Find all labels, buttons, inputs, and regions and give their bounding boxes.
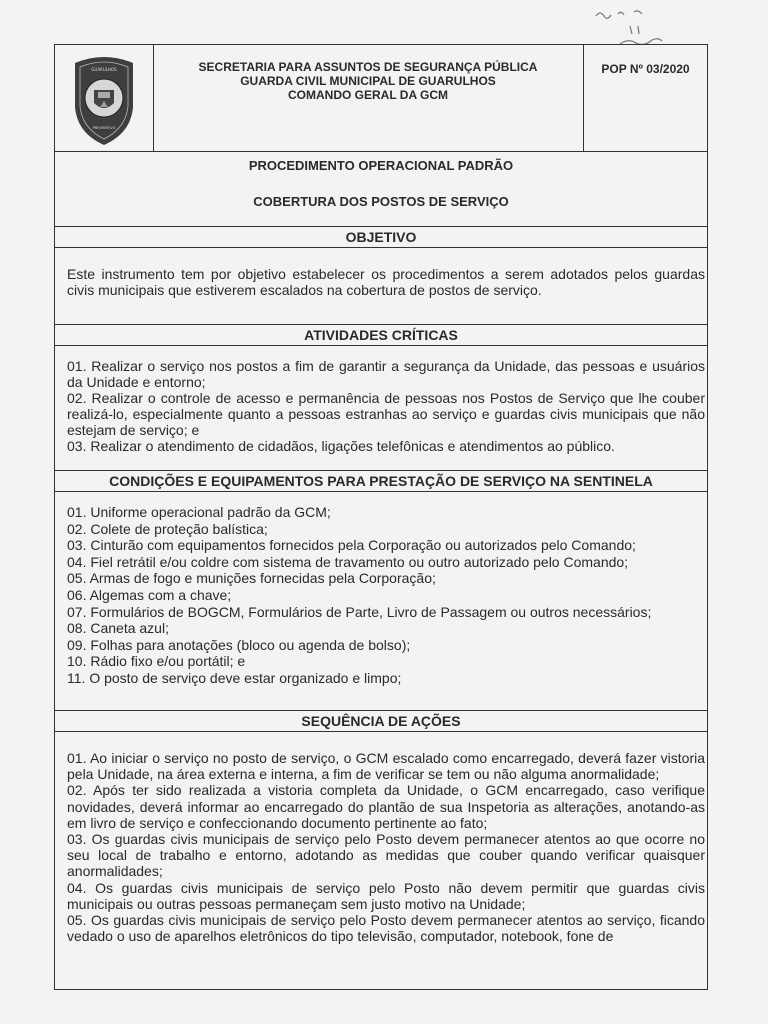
document-header [55, 45, 707, 152]
list-item: 10. Rádio fixo e/ou portátil; e [67, 653, 246, 670]
objetivo-text: Este instrumento tem por objetivo estabelecer os procedimentos a serem adotados pelos guardas civis municipais que estiverem escalados na cobertura de postos de serviço. [67, 266, 705, 298]
list-item: 05. Os guardas civis municipais de serviço pelo Posto devem permanecer atentos ao serviço, ficando vedado o uso de aparelhos eletrônicos do tipo televisão, computador, notebook, fone de [67, 912, 705, 945]
list-item: 02. Colete de proteção balística; [67, 520, 268, 537]
list-item: 08. Caneta azul; [67, 620, 169, 637]
objetivo-heading: OBJETIVO [55, 227, 707, 248]
atividades-section [55, 346, 707, 471]
document-page [54, 44, 708, 990]
objetivo-section [55, 248, 707, 325]
sequencia-heading: SEQUÊNCIA DE AÇÕES [55, 711, 707, 732]
list-item: 01. Uniforme operacional padrão da GCM; [67, 504, 331, 520]
svg-text:PREVENTIVO: PREVENTIVO [92, 126, 116, 130]
logo-cell [55, 45, 154, 151]
header-line-1: SECRETARIA PARA ASSUNTOS DE SEGURANÇA PÚBLICA [198, 60, 538, 74]
list-item: 02. Realizar o controle de acesso e permanência de pessoas nos Postos de Serviço que lhe couber realizá-lo, especialmente quanto a pessoas estranhas ao serviço e guardas civis municipais que não estejam de serviço; e [67, 390, 705, 438]
condicoes-heading: CONDIÇÕES E EQUIPAMENTOS PARA PRESTAÇÃO DE SERVIÇO NA SENTINELA [55, 471, 707, 492]
list-item: 02. Após ter sido realizada a vistoria completa da Unidade, o GCM encarregado, caso verifique novidades, deverá informar ao encarregado do plantão de sua Inspetoria as alterações, anotando-as em livro de serviço e confeccionando documento pertinente ao fato; [67, 782, 705, 831]
list-item: 07. Formulários de BOGCM, Formulários de Parte, Livro de Passagem ou outros necessários; [67, 603, 652, 620]
title-block [55, 152, 707, 227]
header-line-2: GUARDA CIVIL MUNICIPAL DE GUARULHOS [240, 74, 496, 88]
header-line-3: COMANDO GERAL DA GCM [288, 88, 448, 102]
sequencia-section [55, 732, 707, 944]
list-item: 03. Cinturão com equipamentos fornecidos pela Corporação ou autorizados pelo Comando; [67, 537, 636, 554]
list-item: 09. Folhas para anotações (bloco ou agenda de bolso); [67, 636, 411, 653]
list-item: 04. Os guardas civis municipais de serviço pelo Posto não devem permitir que guardas civis municipais ou outras pessoas permaneçam sem justo motivo na Unidade; [67, 879, 705, 912]
list-item: 11. O posto de serviço deve estar organizado e limpo; [67, 669, 402, 686]
list-item: 03. Realizar o atendimento de cidadãos, ligações telefônicas e atendimentos ao público. [67, 438, 615, 454]
list-item: 03. Os guardas civis municipais de serviço pelo Posto devem permanecer atentos ao que ocorre no seu local de trabalho e entorno, adotando as medidas que couber quando verificar quaisquer anormalidades; [67, 831, 705, 880]
title-line-2: COBERTURA DOS POSTOS DE SERVIÇO [253, 194, 509, 209]
title-line-1: PROCEDIMENTO OPERACIONAL PADRÃO [248, 158, 514, 173]
pop-number: POP Nº 03/2020 [583, 45, 707, 151]
list-item: 04. Fiel retrátil e/ou coldre com sistema de travamento ou outro autorizado pelo Comando; [67, 553, 629, 570]
list-item: 05. Armas de fogo e munições fornecidas pela Corporação; [67, 570, 436, 587]
list-item: 01. Realizar o serviço nos postos a fim de garantir a segurança da Unidade, das pessoas e usuários da Unidade e entorno; [67, 358, 705, 390]
gcm-badge-logo [55, 45, 153, 151]
condicoes-section [55, 492, 707, 711]
list-item: 01. Ao iniciar o serviço no posto de serviço, o GCM escalado como encarregado, deverá fazer vistoria pela Unidade, na área externa e interna, a fim de verificar se tem ou não alguma anormalidade; [67, 750, 705, 783]
list-item: 06. Algemas com a chave; [67, 586, 232, 603]
svg-text:GUARULHOS: GUARULHOS [91, 67, 117, 72]
atividades-heading: ATIVIDADES CRÍTICAS [55, 325, 707, 346]
